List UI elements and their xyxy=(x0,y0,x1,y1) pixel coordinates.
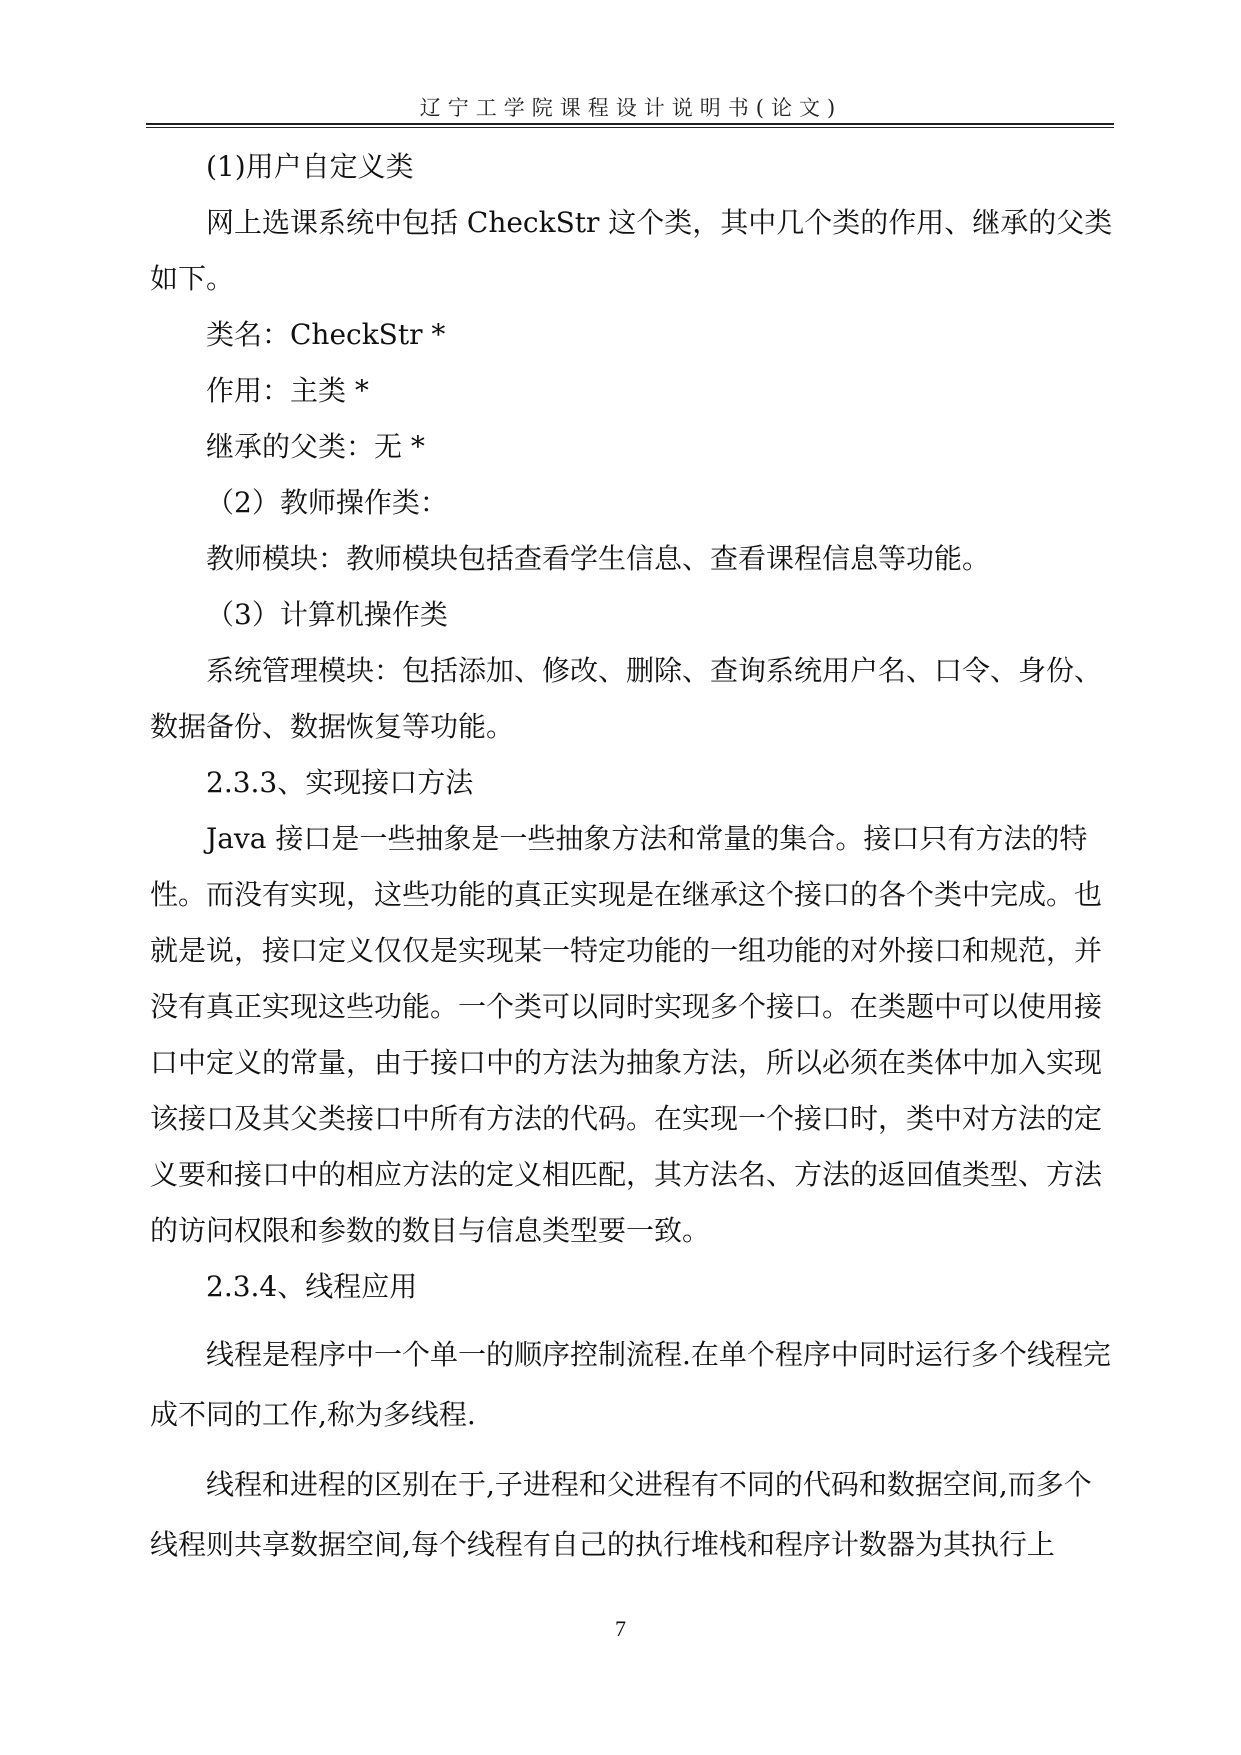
paragraph-thread-definition: 线程是程序中一个单一的顺序控制流程.在单个程序中同时运行多个线程完成不同的工作,称为多线程. xyxy=(150,1338,1111,1431)
paragraph-teacher-module: 教师模块：教师模块包括查看学生信息、查看课程信息等功能。 xyxy=(206,542,991,575)
paragraph-teacher-class: （2）教师操作类： xyxy=(206,486,448,519)
section-heading-2-3-3: 2.3.3、实现接口方法 xyxy=(206,766,474,799)
paragraph-computer-class: （3）计算机操作类 xyxy=(206,598,448,631)
body-text xyxy=(150,139,1114,1575)
paragraph-user-defined-class: (1)用户自定义类 xyxy=(206,150,414,183)
header-rule xyxy=(146,123,1114,128)
section-heading-2-3-4: 2.3.4、线程应用 xyxy=(206,1270,418,1303)
page-header-title: 辽宁工学院课程设计说明书(论文) xyxy=(419,96,843,120)
paragraph-system-module: 系统管理模块：包括添加、修改、删除、查询系统用户名、口令、身份、数据备份、数据恢复等功能。 xyxy=(150,654,1103,743)
paragraph-class-role: 作用：主类 * xyxy=(206,374,369,407)
paragraph-interface-methods: Java 接口是一些抽象是一些抽象方法和常量的集合。接口只有方法的特性。而没有实现，这些功能的真正实现是在继承这个接口的各个类中完成。也就是说，接口定义仅仅是实现某一特定功能的一组功能的对外接口和规范，并没有真正实现这些功能。一个类可以同时实现多个接口。在类题中可以使用接口中定义的常量，由于接口中的方法为抽象方法，所以必须在类体中加入实现该接口及其父类接口中所有方法的代码。在实现一个接口时，类中对方法的定义要和接口中的相应方法的定义相匹配，其方法名、方法的返回值类型、方法的访问权限和参数的数目与信息类型要一致。 xyxy=(150,822,1103,1247)
paragraph-class-parent: 继承的父类：无 * xyxy=(206,430,425,463)
paragraph-thread-vs-process: 线程和进程的区别在于,子进程和父进程有不同的代码和数据空间,而多个线程则共享数据空间,每个线程有自己的执行堆栈和程序计数器为其执行上 xyxy=(150,1468,1092,1561)
paragraph-class-intro: 网上选课系统中包括 CheckStr 这个类，其中几个类的作用、继承的父类如下。 xyxy=(150,206,1113,295)
paragraph-class-name: 类名：CheckStr * xyxy=(206,318,446,351)
page-number: 7 xyxy=(615,1616,626,1641)
